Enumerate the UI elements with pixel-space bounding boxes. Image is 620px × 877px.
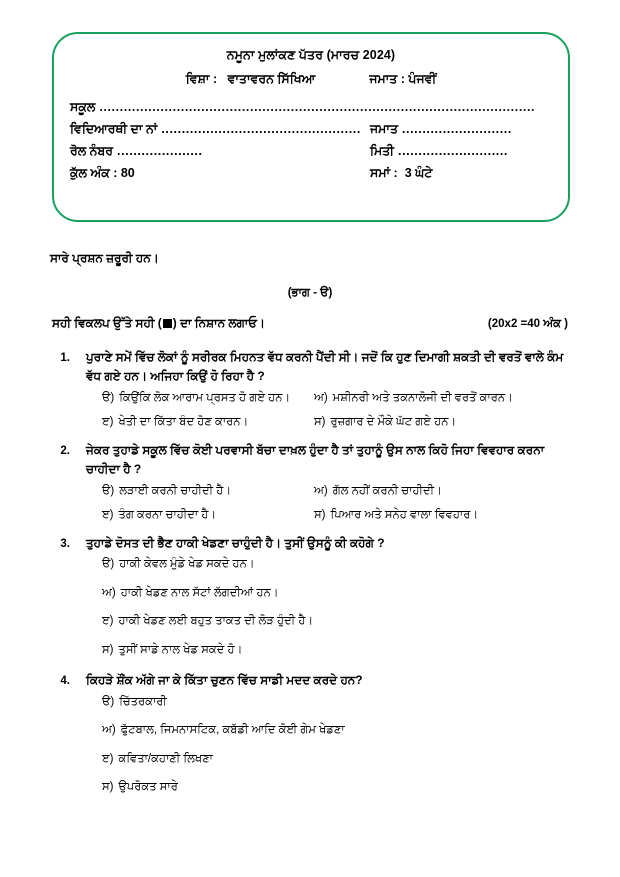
option-marker: ੳ) (102, 558, 115, 571)
option-marker: ਸ) (102, 781, 114, 794)
question-block (52, 348, 572, 431)
option-item[interactable] (102, 586, 279, 602)
option-marker: ਅ) (102, 586, 116, 599)
option-item[interactable] (314, 484, 572, 500)
field-roll-date-row (70, 144, 552, 159)
option-item[interactable] (314, 391, 572, 407)
option-marker: ਅ) (314, 391, 328, 404)
date-label: ਮਿਤੀ (370, 144, 395, 158)
option-row (102, 557, 572, 573)
class-label: ਜਮਾਤ : (369, 72, 405, 86)
option-marker: ੳ) (102, 695, 115, 708)
exam-header-box (52, 32, 570, 222)
option-text: ਕਿਉਂਕਿ ਲੋਕ ਆਰਾਮ ਪ੍ਰਸਤ ਹੋ ਗਏ ਹਨ। (119, 391, 291, 404)
field-total-marks (70, 166, 370, 181)
option-item[interactable] (102, 391, 314, 407)
question-number: 1. (60, 352, 70, 364)
question-number: 3. (60, 537, 70, 550)
option-row (102, 484, 572, 500)
option-text: ਹਾਕੀ ਖੇਡਣ ਨਾਲ ਸੱਟਾਂ ਲੱਗਦੀਆਂ ਹਨ। (120, 586, 279, 599)
option-item[interactable] (102, 614, 313, 630)
question-text: ਜੇਕਰ ਤੁਹਾਡੇ ਸਕੂਲ ਵਿੱਚ ਕੋਈ ਪਰਵਾਸੀ ਬੱਚਾ ਦਾਖ਼ਲ ਹੁੰਦਾ ਹੈ ਤਾਂ ਤੁਹਾਨੂੰ ਉਸ ਨਾਲ ਕਿਹੋ ਜਿਹਾ ਵਿਵਹਾਰ ਕਰਨਾ ਚਾਹੀਦਾ ਹੈ ? (86, 442, 545, 477)
question-block (52, 534, 572, 659)
option-row (102, 391, 572, 407)
roll-no-label: ਰੋਲ ਨੰਬਰ (70, 144, 114, 158)
question-number: 4. (60, 675, 70, 688)
option-marker: ਅ) (314, 484, 328, 497)
school-label: ਸਕੂਲ (70, 100, 96, 114)
option-row (102, 508, 572, 524)
all-questions-compulsory-note: ਸਾਰੇ ਪ੍ਰਸ਼ਨ ਜ਼ਰੂਰੀ ਹਨ। (50, 251, 159, 265)
questions-list (52, 348, 572, 809)
total-marks-value: 80 (120, 166, 135, 180)
subject-group (186, 72, 316, 87)
option-item[interactable] (102, 415, 314, 431)
class-group (369, 72, 436, 87)
field-student-name (70, 122, 370, 137)
time-value: 3 ਘੰਟੇ (404, 166, 433, 180)
field-class (370, 122, 552, 137)
option-item[interactable] (102, 557, 255, 573)
option-text: ਖੇਤੀ ਦਾ ਕਿੱਤਾ ਬੰਦ ਹੋਣ ਕਾਰਨ। (118, 416, 249, 429)
option-marker: ਸ) (314, 416, 326, 429)
option-marker: ੲ) (102, 752, 114, 765)
filled-square-icon (163, 319, 172, 328)
field-roll-number (70, 144, 370, 159)
option-marker: ੲ) (102, 416, 114, 429)
option-marker: ੳ) (102, 484, 115, 497)
option-row (102, 695, 572, 711)
total-marks-label: ਕੁੱਲ ਅੰਕ : (70, 166, 118, 180)
option-marker: ੳ) (102, 391, 115, 404)
option-row (102, 586, 572, 602)
option-text: ਤੁਸੀਂ ਸਾਡੇ ਨਾਲ ਖੇਡ ਸਕਦੇ ਹੋ। (118, 643, 243, 656)
option-row (102, 723, 572, 739)
question-text: ਤੁਹਾਡੇ ਦੋਸਤ ਦੀ ਭੈਣ ਹਾਕੀ ਖੇਡਣਾ ਚਾਹੁੰਦੀ ਹੈ। ਤੁਸੀਂ ਉਸਨੂੰ ਕੀ ਕਹੋਗੇ ? (86, 535, 385, 550)
option-marker: ੲ) (102, 509, 114, 522)
option-text: ਹਾਕੀ ਕੇਵਲ ਮੁੰਡੇ ਖੇਡ ਸਕਦੇ ਹਨ। (119, 558, 255, 571)
options-group (102, 557, 572, 658)
question-block (52, 441, 572, 524)
options-group (102, 391, 572, 431)
field-marks-time-row (70, 166, 552, 181)
option-item[interactable] (102, 752, 213, 768)
option-text: ਗੱਲ ਨਹੀਂ ਕਰਨੀ ਚਾਹੀਦੀ। (332, 484, 442, 497)
option-row (102, 614, 572, 630)
instruction-suffix: ) ਦਾ ਨਿਸ਼ਾਨ ਲਗਾਓ। (172, 316, 266, 330)
option-item[interactable] (314, 508, 572, 524)
option-item[interactable] (102, 780, 178, 796)
option-text: ਚਿੱਤਰਕਾਰੀ (119, 695, 167, 708)
options-group (102, 695, 572, 796)
time-label: ਸਮਾਂ : (370, 166, 398, 180)
subject-label: ਵਿਸ਼ਾ : (185, 72, 218, 86)
school-dotted-line[interactable]: ........................................................................................................... (99, 100, 536, 114)
option-text: ਉਪਰੋਕਤ ਸਾਰੇ (118, 781, 178, 794)
option-item[interactable] (102, 695, 167, 711)
class-field-label: ਜਮਾਤ (370, 122, 398, 136)
option-text: ਲੜਾਈ ਕਰਨੀ ਚਾਹੀਦੀ ਹੈ। (119, 484, 232, 497)
option-text: ਕਵਿਤਾ/ਕਹਾਣੀ ਲਿਖਣਾ (118, 752, 213, 765)
question-text: ਕਿਹੜੇ ਸ਼ੌਂਕ ਅੱਗੇ ਜਾ ਕੇ ਕਿੱਤਾ ਚੁਣਨ ਵਿੱਚ ਸਾਡੀ ਮਦਦ ਕਰਦੇ ਹਨ? (86, 673, 363, 688)
student-name-label: ਵਿਦਿਆਰਥੀ ਦਾ ਨਾਂ (70, 122, 158, 136)
option-text: ਪਿਆਰ ਅਤੇ ਸਨੇਹ ਵਾਲਾ ਵਿਵਹਾਰ। (330, 509, 479, 522)
option-marker: ਸ) (314, 509, 326, 522)
class-dotted-line[interactable]: ........................... (401, 122, 512, 136)
question-text: ਪੁਰਾਣੇ ਸਮੇਂ ਵਿੱਚ ਲੋਕਾਂ ਨੂੰ ਸਰੀਰਕ ਮਿਹਨਤ ਵੱਧ ਕਰਨੀ ਪੈਂਦੀ ਸੀ। ਜਦੋਂ ਕਿ ਹੁਣ ਦਿਮਾਗੀ ਸ਼ਕਤੀ ਦੀ ਵਰਤੋਂ ਵਾਲੇ ਕੰਮ ਵੱਧ ਗਏ ਹਨ। ਅਜਿਹਾ ਕਿਉਂ ਹੋ ਰਿਹਾ ਹੈ ? (86, 350, 564, 384)
question-block (52, 671, 572, 796)
option-row (102, 643, 572, 659)
field-school (70, 100, 552, 115)
option-text: ਰੁਜ਼ਗਾਰ ਦੇ ਮੌਕੇ ਘੱਟ ਗਏ ਹਨ। (330, 416, 457, 429)
option-row (102, 415, 572, 431)
tick-instruction (52, 316, 265, 331)
option-row (102, 780, 572, 796)
option-text: ਫੁੱਟਬਾਲ, ਜਿਮਨਾਸਟਿਕ, ਕਬੱਡੀ ਆਦਿ ਕੋਈ ਗੇਮ ਖੇਡਣਾ (120, 724, 345, 737)
option-item[interactable] (102, 508, 314, 524)
class-value: ਪੰਜਵੀਂ (408, 72, 437, 86)
roll-no-dotted-line[interactable]: ..................... (117, 144, 203, 158)
question-header (52, 534, 572, 553)
student-fields (70, 100, 552, 181)
date-dotted-line[interactable]: ........................... (398, 144, 508, 158)
question-header (52, 441, 572, 480)
option-text: ਤੰਗ ਕਰਨਾ ਚਾਹੀਦਾ ਹੈ। (118, 509, 217, 522)
section-heading: (ਭਾਗ - ੳ) (287, 287, 333, 299)
subject-value: ਵਾਤਾਵਰਨ ਸਿੱਖਿਆ (227, 72, 316, 86)
options-group (102, 484, 572, 524)
question-header (52, 671, 572, 690)
field-name-class-row (70, 122, 552, 137)
option-text: ਮਸ਼ੀਨਰੀ ਅਤੇ ਤਕਨਾਲੋਜੀ ਦੀ ਵਰਤੋਂ ਕਾਰਨ। (332, 391, 513, 404)
option-item[interactable] (102, 643, 242, 659)
field-time (370, 166, 552, 181)
option-item[interactable] (102, 484, 314, 500)
field-date (370, 144, 552, 159)
option-marker: ਸ) (102, 643, 114, 656)
student-name-dotted-line[interactable]: ................................................. (161, 122, 361, 136)
option-item[interactable] (314, 415, 572, 431)
option-text: ਹਾਕੀ ਖੇਡਣ ਲਈ ਬਹੁਤ ਤਾਕਤ ਦੀ ਲੋੜ ਹੁੰਦੀ ਹੈ। (118, 615, 314, 628)
question-header (52, 348, 572, 387)
subject-class-line (70, 72, 552, 87)
option-item[interactable] (102, 723, 345, 739)
option-marker: ਅ) (102, 724, 116, 737)
instruction-row (52, 316, 568, 331)
question-number: 2. (60, 444, 70, 457)
page-title: ਨਮੂਨਾ ਮੁਲਾਂਕਣ ਪੱਤਰ (ਮਾਰਚ 2024) (226, 48, 396, 62)
instruction-prefix: ਸਹੀ ਵਿਕਲਪ ਉੱਤੇ ਸਹੀ ( (52, 316, 162, 330)
option-marker: ੲ) (102, 615, 114, 628)
option-row (102, 752, 572, 768)
marks-note: (20x2 =40 ਅੰਕ ) (487, 318, 568, 330)
